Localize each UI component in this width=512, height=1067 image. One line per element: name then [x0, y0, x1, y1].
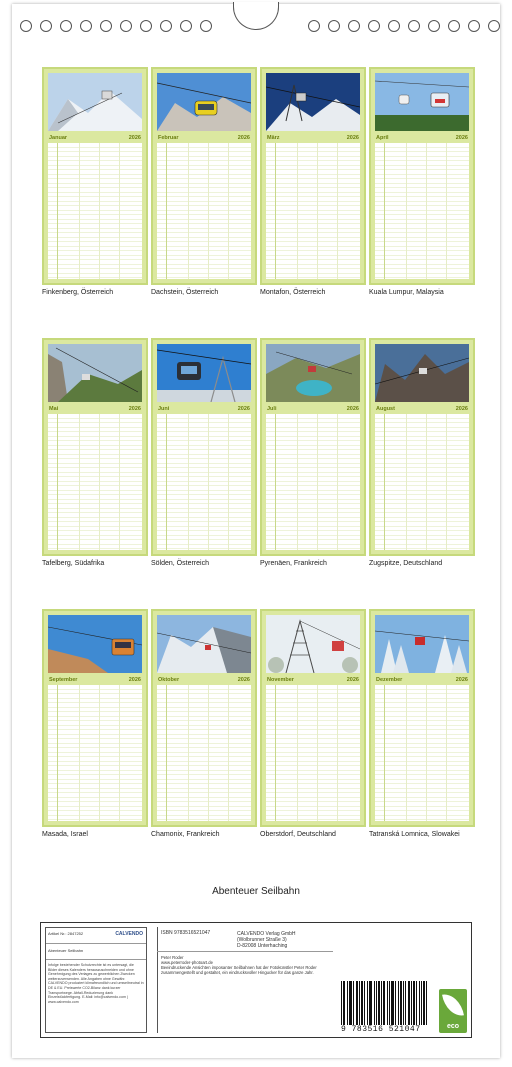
- barcode-bar: [389, 981, 390, 1025]
- leaf-icon: [442, 992, 464, 1019]
- month-header: [373, 675, 471, 685]
- month-caption: Oberstdorf, Deutschland: [260, 831, 336, 838]
- barcode-bar: [364, 981, 365, 1025]
- binding-holes-right: [308, 20, 500, 34]
- day-grid: [375, 685, 469, 821]
- barcode-bar: [374, 981, 375, 1025]
- month-header: [155, 404, 253, 414]
- month-photo: [48, 73, 142, 131]
- month-card-7: [260, 338, 366, 556]
- author-name: Peter Roder: [161, 955, 184, 960]
- month-caption: Chamonix, Frankreich: [151, 831, 220, 838]
- barcode-digits: 9 783516 521047: [341, 1025, 421, 1034]
- barcode-bar: [344, 981, 345, 1025]
- product-name: Abenteuer Seilbahn: [46, 944, 146, 960]
- month-card-3: [260, 67, 366, 285]
- imprint-block: [40, 922, 472, 1038]
- month-name: Mai: [49, 406, 59, 412]
- month-year: 2026: [237, 406, 250, 412]
- month-photo: [375, 344, 469, 402]
- barcode-bar: [421, 981, 422, 1025]
- month-header: [264, 404, 362, 414]
- month-photo: [157, 344, 251, 402]
- barcode-bar: [381, 981, 382, 1025]
- barcode-bar: [405, 981, 406, 1025]
- barcode-bar: [370, 981, 371, 1025]
- month-card-5: [42, 338, 148, 556]
- month-header: [264, 675, 362, 685]
- day-grid: [157, 143, 251, 279]
- barcode-bar: [408, 981, 409, 1025]
- barcode-bar: [401, 981, 402, 1025]
- day-grid: [375, 414, 469, 550]
- month-card-4: [369, 67, 475, 285]
- month-photo: [157, 615, 251, 673]
- barcode-bar: [409, 981, 410, 1025]
- month-card-8: [369, 338, 475, 556]
- day-grid: [48, 685, 142, 821]
- month-year: 2026: [237, 135, 250, 141]
- month-photo: [375, 73, 469, 131]
- month-header: [46, 404, 144, 414]
- month-photo: [48, 344, 142, 402]
- author-description: [161, 955, 333, 975]
- month-name: August: [376, 406, 395, 412]
- month-year: 2026: [128, 135, 141, 141]
- barcode-bar: [367, 981, 368, 1025]
- barcode-bar: [424, 981, 425, 1025]
- article-number: Artikel Nr.: 2847252: [48, 931, 84, 936]
- month-year: 2026: [346, 406, 359, 412]
- day-grid: [375, 143, 469, 279]
- barcode-bar: [341, 981, 342, 1025]
- month-caption: Tatranská Lomnica, Slowakei: [369, 831, 460, 838]
- month-name: Juli: [267, 406, 277, 412]
- month-name: März: [267, 135, 280, 141]
- barcode-bar: [413, 981, 414, 1025]
- barcode-bar: [416, 981, 417, 1025]
- month-caption: Pyrenäen, Frankreich: [260, 560, 327, 567]
- barcode-bar: [414, 981, 415, 1025]
- month-year: 2026: [237, 677, 250, 683]
- month-header: [46, 133, 144, 143]
- month-header: [46, 675, 144, 685]
- month-caption: Masada, Israel: [42, 831, 88, 838]
- month-year: 2026: [455, 406, 468, 412]
- month-name: September: [49, 677, 78, 683]
- barcode-bar: [426, 981, 427, 1025]
- month-card-1: [42, 67, 148, 285]
- barcode-bar: [349, 981, 350, 1025]
- barcode-bar: [369, 981, 370, 1025]
- isbn: ISBN 9783516521047: [161, 930, 211, 936]
- barcode-bar: [351, 981, 352, 1025]
- month-card-6: [151, 338, 257, 556]
- month-caption: Sölden, Österreich: [151, 560, 209, 567]
- month-caption: Zugspitze, Deutschland: [369, 560, 443, 567]
- barcode-bar: [347, 981, 348, 1025]
- day-grid: [266, 143, 360, 279]
- month-card-9: [42, 609, 148, 827]
- month-card-11: [260, 609, 366, 827]
- month-photo: [157, 73, 251, 131]
- month-photo: [266, 344, 360, 402]
- month-name: Juni: [158, 406, 170, 412]
- barcode-bar: [423, 981, 424, 1025]
- barcode-bar: [350, 981, 351, 1025]
- eco-badge: eco: [439, 989, 467, 1033]
- barcode-bar: [419, 981, 420, 1025]
- month-name: Februar: [158, 135, 179, 141]
- month-header: [373, 404, 471, 414]
- month-name: Oktober: [158, 677, 180, 683]
- month-photo: [266, 73, 360, 131]
- publisher-address: CALVENDO Verlag GmbH (Wolbrunner Straße 3) D-82008 Unterhaching: [237, 931, 296, 950]
- publisher-box: [157, 927, 333, 1035]
- barcode-bar: [387, 981, 388, 1025]
- barcode-bar: [395, 981, 396, 1025]
- month-card-12: [369, 609, 475, 827]
- month-photo: [375, 615, 469, 673]
- calendar-description: Beeindruckende Ansichten imposanter Seilbahnen hat der Fotokünstler Peter Roder zusammengestellt und gestaltet, ein eindrucksvoller Hingucker für das ganze Jahr.: [161, 965, 317, 975]
- month-year: 2026: [128, 677, 141, 683]
- calvendo-logo: CALVENDO: [115, 931, 143, 937]
- barcode-bar: [398, 981, 399, 1025]
- barcode-bar: [378, 981, 379, 1025]
- binding-holes-left: [20, 20, 212, 34]
- ean-barcode: [341, 981, 427, 1035]
- month-year: 2026: [455, 677, 468, 683]
- month-header: [373, 133, 471, 143]
- barcode-bar: [359, 981, 360, 1025]
- calendar-sheet: [12, 4, 500, 1058]
- barcode-bar: [411, 981, 412, 1025]
- month-caption: Dachstein, Österreich: [151, 289, 219, 296]
- hanger-hook-cutout: [233, 2, 279, 30]
- barcode-bar: [400, 981, 401, 1025]
- month-caption: Tafelberg, Südafrika: [42, 560, 105, 567]
- month-card-10: [151, 609, 257, 827]
- month-year: 2026: [455, 135, 468, 141]
- month-photo: [48, 615, 142, 673]
- barcode-bar: [376, 981, 377, 1025]
- barcode-bar: [371, 981, 372, 1025]
- barcode-bar: [391, 981, 392, 1025]
- day-grid: [48, 143, 142, 279]
- month-header: [155, 675, 253, 685]
- month-name: November: [267, 677, 294, 683]
- month-header: [155, 133, 253, 143]
- day-grid: [157, 685, 251, 821]
- month-name: Dezember: [376, 677, 403, 683]
- barcode-bar: [392, 981, 393, 1025]
- barcode-bar: [393, 981, 394, 1025]
- month-photo: [266, 615, 360, 673]
- article-box: [45, 927, 147, 1033]
- calendar-title: Abenteuer Seilbahn: [212, 886, 300, 897]
- month-year: 2026: [346, 677, 359, 683]
- day-grid: [157, 414, 251, 550]
- barcode-bar: [357, 981, 358, 1025]
- barcode-bar: [384, 981, 385, 1025]
- legal-text: Infolge bestehender Schutzrechte ist es untersagt, die Bilder dieses Kalenders herauszuschneiden und ohne Genehmigung des Verlages zu gewerblichen Zwecken weiterzuverwenden. Alle Angaben ohne Gewähr. CALVENDO produziert klimafreundlich und umweltneutral in DE & EU. Preiswerte CO2-Bilanz dank kurzer Transportwege. Abfall-Reduzierung dank Einzelstückfertigung. E-Mail: info@calvendo.com | www.calvendo.com: [48, 963, 144, 1004]
- author-url: www.peterroder-photoart.de: [161, 960, 213, 965]
- month-card-2: [151, 67, 257, 285]
- month-name: Januar: [49, 135, 68, 141]
- month-caption: Montafon, Österreich: [260, 289, 326, 296]
- barcode-bar: [361, 981, 362, 1025]
- month-header: [264, 133, 362, 143]
- barcode-bar: [362, 981, 363, 1025]
- day-grid: [266, 685, 360, 821]
- barcode-bar: [379, 981, 380, 1025]
- day-grid: [48, 414, 142, 550]
- barcode-bar: [356, 981, 357, 1025]
- month-year: 2026: [128, 406, 141, 412]
- barcode-bar: [343, 981, 344, 1025]
- month-caption: Finkenberg, Österreich: [42, 289, 114, 296]
- month-name: April: [376, 135, 389, 141]
- barcode-bar: [353, 981, 354, 1025]
- barcode-bar: [403, 981, 404, 1025]
- month-year: 2026: [346, 135, 359, 141]
- barcode-bar: [383, 981, 384, 1025]
- day-grid: [266, 414, 360, 550]
- month-caption: Kuala Lumpur, Malaysia: [369, 289, 444, 296]
